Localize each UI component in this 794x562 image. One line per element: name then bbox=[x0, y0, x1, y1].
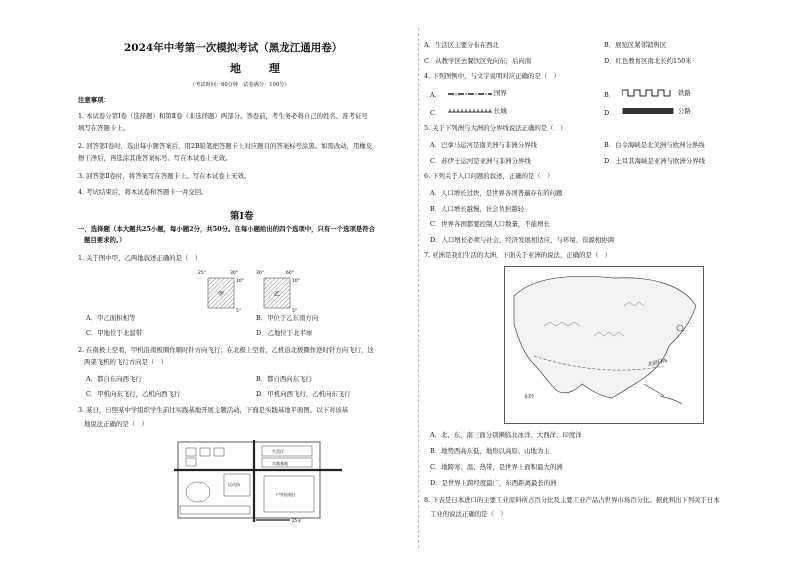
q1-option-b[interactable]: B．甲位于乙东南方向 bbox=[256, 314, 319, 322]
railway-legend-icon bbox=[622, 88, 674, 98]
question-1-stem: 1. 关于图中甲、乙两地叙述正确的是（ ） bbox=[78, 254, 202, 262]
jia-lon-left: 25° bbox=[198, 271, 206, 276]
q4-option-b[interactable]: B． bbox=[604, 91, 616, 99]
jia-lon-right: 30° bbox=[230, 271, 238, 276]
q4-option-c[interactable]: C． bbox=[430, 109, 442, 117]
question-6-stem: 6. 下列关于人口问题的叙述，正确的是（ ） bbox=[424, 172, 554, 180]
tropic-label: 北回归线 bbox=[647, 357, 668, 368]
east-longitude-label: 东经 bbox=[524, 394, 535, 400]
yi-lat-top: 10° bbox=[292, 279, 300, 284]
q6-option-d[interactable]: D．人口增长必须与社会、经济发展相适应，与环境、资源相协调 bbox=[430, 236, 615, 244]
q2-option-d[interactable]: D．甲机向西飞行，乙机向东飞行 bbox=[256, 390, 351, 398]
jia-lat-bottom: 5° bbox=[236, 309, 242, 314]
q3-option-d[interactable]: D．红色教育区南北长约150米 bbox=[604, 57, 692, 65]
jia-lat-top: 10° bbox=[236, 279, 244, 284]
q1-option-d[interactable]: D．乙地位于北半球 bbox=[256, 329, 313, 337]
asia-map bbox=[504, 266, 704, 424]
q6-option-b[interactable]: B．人口增长越慢，社会负担越轻 bbox=[430, 205, 525, 213]
yi-lat-bottom: 5° bbox=[292, 309, 298, 314]
question-3-stem: 地说法正确的是（ ） bbox=[84, 420, 148, 428]
q5-option-a[interactable]: A．巴拿马运河是南美洲与非洲分界线 bbox=[430, 141, 537, 149]
area-2-label: 实践基地 bbox=[272, 461, 288, 466]
section-title: 第Ⅰ卷 bbox=[230, 211, 254, 222]
q2-option-c[interactable]: C．甲机向东飞行，乙机向西飞行 bbox=[86, 390, 181, 398]
greatwall-legend-icon bbox=[448, 107, 492, 115]
q6-option-c[interactable]: C．世界各国都要控制人口数量，不能增长 bbox=[430, 220, 550, 228]
note-line: 擦干净后，再选涂其他答案标号。写在本试卷上无效。 bbox=[78, 154, 232, 162]
q2-option-a[interactable]: A．都自东向西飞行 bbox=[86, 375, 142, 383]
q5-option-b[interactable]: B．白令海峡是北美洲与欧洲分界线 bbox=[604, 141, 705, 149]
section-instructions: 题目要求的。） bbox=[84, 236, 126, 244]
question-5-stem: 5. 关于下列洲与大洲的分界线说法正确的是（ ） bbox=[424, 124, 567, 132]
q3-option-b[interactable]: B．展览区紧邻销售区 bbox=[604, 41, 667, 49]
q3-base-map bbox=[172, 440, 344, 526]
section-instructions: 一、选择题（本大题共25小题，每小题2分，共50分。在每小题给出的四个选项中，只有一个选项是符合 bbox=[78, 225, 376, 233]
exam-meta: （考试时间：60分钟 试卷满分：100分） bbox=[190, 82, 290, 88]
q7-option-b[interactable]: B．地势西高东低，地形以高原、山地为主 bbox=[430, 447, 550, 455]
q7-option-c[interactable]: C．地跨寒、温、热带，是世界上面积最大的洲 bbox=[430, 463, 563, 471]
question-8-stem: 工业的说法正确的是（ ） bbox=[430, 510, 507, 518]
q4-legend-c: 长城 bbox=[494, 107, 507, 115]
q5-option-c[interactable]: C．苏伊士运河是亚洲与非洲分界线 bbox=[430, 157, 531, 165]
q6-option-a[interactable]: A．人口增长过快，是世界各国普遍存在的问题 bbox=[430, 189, 563, 197]
q4-option-d[interactable]: D． bbox=[604, 109, 616, 117]
question-3-stem: 3. 某日，日照某中学组织学生前往实践基地开展主题活动，下面是实践基地平面图。以下对该基 bbox=[78, 406, 349, 414]
border-legend-icon bbox=[448, 90, 492, 98]
yi-label: 乙 bbox=[274, 291, 281, 298]
question-8-stem: 8. 下表是日本进口的主要工业原料所占百分比及主要工业产品占世界市场百分比。据此判出下列关于日本 bbox=[424, 496, 720, 504]
question-2-stem: 2. 在南极上空看，甲机沿南极圈作顺时针方向飞行；在北极上空看，乙机沿北极圈作逆时针方向飞行，这 bbox=[78, 346, 374, 354]
note-line: 4. 考试结束后，将本试卷和答题卡一并交回。 bbox=[78, 188, 208, 196]
q5-option-d[interactable]: D．土耳其海峡是亚洲与欧洲分界线 bbox=[604, 157, 705, 165]
q4-legend-d: 公路 bbox=[678, 107, 691, 115]
area-1-label: 生活区 bbox=[272, 449, 284, 454]
q3-option-c[interactable]: C．从教学区去餐饮区先向东，后向南 bbox=[424, 57, 532, 65]
q4-legend-a: 国界 bbox=[494, 89, 507, 97]
question-4-stem: 4. 下列图例中，与文字说明对应正确的是（ ） bbox=[424, 72, 560, 80]
area-4-label: 户外拓展区 bbox=[276, 492, 296, 497]
yi-lon-right: 60° bbox=[286, 271, 294, 276]
scale-label: 25米 bbox=[292, 518, 302, 523]
area-3-label: 运动场 bbox=[228, 482, 240, 487]
exam-title: 2024年中考第一次模拟考试（黑龙江通用卷） bbox=[124, 42, 343, 54]
notes-heading: 注意事项： bbox=[78, 96, 110, 104]
yi-lon-left: 30° bbox=[256, 271, 264, 276]
q7-option-a[interactable]: A．北、东、南三面分别濒临北冰洋、大西洋、印度洋 bbox=[430, 431, 582, 439]
jia-label: 甲 bbox=[218, 291, 225, 298]
q2-option-b[interactable]: B．都自西向东飞行 bbox=[256, 375, 312, 383]
note-line: 2. 回答第Ⅰ卷时，选出每小题答案后，用2B铅笔把答题卡上对应题目的答案标号涂黑。如需改动，用橡皮 bbox=[78, 142, 373, 150]
exam-subject: 地 理 bbox=[230, 62, 292, 75]
road-legend-icon bbox=[622, 107, 674, 115]
question-2-stem: 两架飞机的飞行方向是（ ） bbox=[84, 358, 168, 366]
q3-option-a[interactable]: A．生活区主要分布在西北 bbox=[424, 41, 499, 49]
q1-option-c[interactable]: C．甲地位于北温带 bbox=[86, 329, 143, 337]
q4-option-a[interactable]: A． bbox=[430, 91, 442, 99]
note-line: 填写在答题卡上。 bbox=[78, 124, 130, 132]
column-divider bbox=[418, 28, 419, 548]
q4-legend-b: 铁路 bbox=[678, 89, 691, 97]
note-line: 1. 本试卷分第Ⅰ卷（选择题）和第Ⅱ卷（非选择题）两部分。答卷前，考生务必将自己的姓名、准考证号 bbox=[78, 112, 368, 120]
q1-option-a[interactable]: A．甲乙面积相等 bbox=[86, 314, 136, 322]
note-line: 3. 回答第Ⅱ卷时，将答案写在答题卡上。写在本试卷上无效。 bbox=[78, 172, 251, 180]
q7-option-d[interactable]: D．是世界上跨经度最广，东西距离最长的洲 bbox=[430, 479, 557, 487]
question-7-stem: 7. 亚洲是我们生活的大洲，下面关于亚洲的说法，正确的是（ ） bbox=[424, 251, 612, 259]
